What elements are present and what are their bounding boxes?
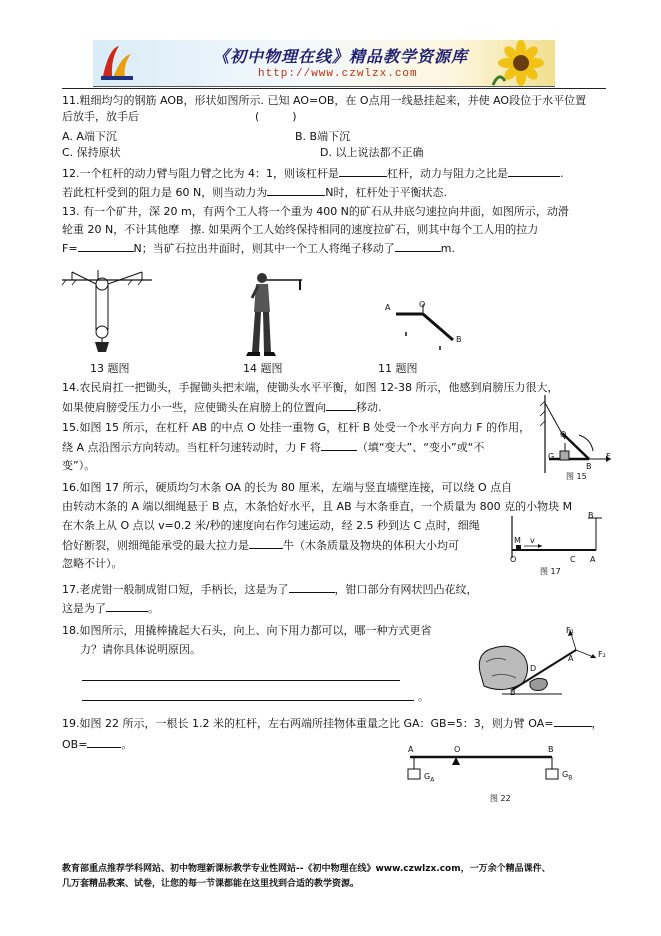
q11-line1: 11.粗细均匀的钢筋 AOB，形状如图所示. 已知 AO=OB，在 O点用一线悬挂起来，并使 AO段位于水平位置	[62, 94, 587, 107]
figure-18-label-d: D	[530, 664, 537, 673]
figure-15-label-g: G	[548, 452, 555, 461]
figure-17-label-b: B	[588, 511, 594, 520]
header-banner	[93, 40, 555, 87]
q15-text-a: 绕 A 点沿图示方向转动。当杠杆匀速转动时，力 F 将	[62, 441, 321, 454]
q17-text-a: 17.老虎钳一般制成钳口短，手柄长，这是为了	[62, 583, 289, 596]
q15-blank-1[interactable]	[321, 440, 357, 451]
q16-line4	[62, 538, 459, 554]
q12-text-a: 12.一个杠杆的动力臂与阻力臂之比为 4：1，则该杠杆是	[62, 167, 339, 180]
figure-15-caption: 图 15	[566, 472, 587, 481]
q11-option-b: B. B端下沉	[295, 130, 351, 143]
q16-text-a: 恰好断裂，则细绳能承受的最大拉力是	[62, 539, 249, 552]
footer-line-2: 几万套精品教案、试卷，让您的每一节课都能在这里找到合适的教学资源。	[62, 879, 360, 889]
figure-15-label-o: O	[560, 430, 567, 439]
figure-15-label-f: F	[606, 452, 611, 461]
footer-line-1: 教育部重点推荐学科网站、初中物理新课标教学专业性网站--《初中物理在线》www.czwlzx.com，一万余个精品课件、	[62, 864, 551, 874]
q13-blank-2[interactable]	[395, 241, 441, 252]
q19-line1	[62, 716, 603, 732]
q11-line2: 后放手，放手后	[62, 110, 139, 123]
figure-11-label-b: B	[456, 335, 462, 344]
q12-blank-1[interactable]	[339, 166, 387, 177]
q14-line2	[62, 400, 382, 416]
q18-answer-line-1[interactable]	[82, 680, 400, 681]
q13-line1: 13. 有一个矿井，深 20 m，有两个工人将一个重为 400 N的矿石从井底匀速拉向井面，如图所示，动滑	[62, 205, 569, 218]
q16-text-b: 牛（木条质量及物块的体积大小均可	[283, 539, 459, 552]
sunflower-icon	[491, 41, 551, 85]
figure-18-label-f2: F₂	[598, 650, 606, 659]
q18-answer-line-2[interactable]	[82, 700, 414, 701]
q19-text-b: ，	[591, 717, 603, 730]
figure-15-label-b: B	[586, 462, 592, 471]
figure-14-farmer	[240, 268, 310, 358]
figure-17-label-v: v	[530, 536, 535, 545]
q13-line2: 轮重 20 N，不计其他摩 擦. 如果两个工人始终保持相同的速度拉矿石，则其中每个工人用的拉力	[62, 223, 539, 236]
q15-line3: 变”）。	[62, 459, 96, 472]
q15-line2	[62, 440, 484, 456]
q17-blank-1[interactable]	[289, 582, 335, 593]
figure-17-caption: 图 17	[540, 567, 561, 576]
q14-text-b: 移动.	[356, 401, 382, 414]
figure-22-label-a: A	[408, 745, 414, 754]
q19-line2	[62, 737, 132, 753]
q16-blank-1[interactable]	[249, 538, 283, 549]
q16-line1: 16.如图 17 所示，硬质均匀木条 OA 的长为 80 厘米，左端与竖直墙壁连接，可以绕 O 点自	[62, 481, 513, 494]
q12-line2	[62, 185, 447, 201]
figure-17-label-a: A	[590, 555, 596, 564]
q13-blank-1[interactable]	[78, 241, 134, 252]
q17-text-c: 这是为了	[62, 602, 106, 615]
q12-text-c: .	[560, 167, 564, 180]
q11-option-d: D. 以上说法都不正确	[320, 146, 424, 159]
figure-18-label-f1: F₁	[566, 626, 574, 635]
banner-title: 《初中物理在线》精品教学资源库	[213, 47, 469, 66]
figure-14-caption: 14 题图	[243, 362, 283, 375]
figure-13-pulley	[62, 270, 162, 355]
q16-line3: 在木条上从 O 点以 v=0.2 米/秒的速度向右作匀速运动，经 2.5 秒到达 C 点时，细绳	[62, 519, 480, 532]
figure-22-label-o: O	[454, 745, 461, 754]
figure-11-caption: 11 题图	[378, 362, 418, 375]
q19-text-d: 。	[121, 738, 133, 751]
q11-option-a: A. A端下沉	[62, 130, 117, 143]
figure-17-label-c: C	[570, 555, 576, 564]
figure-18-label-a: A	[568, 654, 574, 663]
q18-line2: 力？请你具体说明原因。	[80, 643, 201, 656]
q12-blank-2[interactable]	[508, 166, 560, 177]
q17-blank-2[interactable]	[106, 601, 148, 612]
figure-11-label-a: A	[385, 303, 391, 312]
q12-text-b: 杠杆，动力与阻力之比是	[387, 167, 508, 180]
q15-text-b: （填“变大”、“变小”或“不	[356, 441, 485, 454]
figure-18-crowbar	[472, 622, 607, 697]
q11-option-c: C. 保持原状	[62, 146, 121, 159]
q19-text-c: OB=	[62, 738, 88, 751]
q17-text-b: ，钳口部分有网状凹凸花纹，	[334, 583, 478, 596]
figure-18-label-b: B	[510, 688, 516, 697]
figure-22-label-b: B	[548, 745, 554, 754]
q18-line1: 18.如图所示，用撬棒撬起大石头，向上、向下用力都可以，哪一种方式更省	[62, 624, 432, 637]
q13-text-c: m.	[440, 242, 455, 255]
site-logo-icon	[99, 42, 135, 84]
figure-13-caption: 13 题图	[90, 362, 130, 375]
q19-blank-1[interactable]	[554, 716, 592, 727]
q14-text-a: 如果使肩膀受压力小一些，应使锄头在肩膀上的位置向	[62, 401, 326, 414]
q16-line2: 由转动木条的 A 端以细绳悬于 B 点，木条恰好水平，且 AB 与木条垂直，一个质量为 800 克的小物块 M	[62, 500, 573, 513]
figure-15-lever	[537, 395, 617, 480]
q13-text-b: N；当矿石拉出井面时，则其中一个工人将绳子移动了	[133, 242, 395, 255]
q19-blank-2[interactable]	[87, 737, 121, 748]
figure-17-label-m: M	[514, 536, 521, 545]
q15-line1: 15.如图 15 所示，在杠杆 AB 的中点 O 处挂一重物 G，杠杆 B 处受一个水平方向力 F 的作用，	[62, 421, 531, 434]
figure-22-caption: 图 22	[490, 794, 511, 803]
q16-line5: 忽略不计）。	[62, 557, 123, 570]
q13-text-a: F=	[62, 242, 78, 255]
q13-line3	[62, 241, 455, 257]
figure-22-label-gb: $G_B$	[562, 770, 573, 782]
q12-line1	[62, 166, 564, 182]
banner-url[interactable]: http://www.czwlzx.com	[258, 68, 418, 80]
q17-line1	[62, 582, 478, 598]
figure-22-label-ga: $G_A$	[424, 772, 435, 784]
figure-11-label-o: O	[419, 300, 426, 309]
q12-text-d: 若此杠杆受到的阻力是 60 N，则当动力为	[62, 186, 268, 199]
q14-blank-1[interactable]	[326, 400, 356, 411]
q18-end: 。	[418, 690, 429, 703]
figure-17-label-o: O	[510, 555, 517, 564]
q17-line2	[62, 601, 159, 617]
q14-line1: 14.农民肩扛一把锄头，手握锄头把末端，使锄头水平平衡，如图 12-38 所示，他感到肩膀压力很大，	[62, 381, 559, 394]
q11-paren: ( )	[255, 110, 297, 123]
q19-text-a: 19.如图 22 所示，一根长 1.2 米的杠杆，左右两端所挂物体重量之比 GA：GB=5：3，则力臂 OA=	[62, 717, 554, 730]
header-rule	[62, 88, 606, 89]
q12-blank-3[interactable]	[267, 185, 325, 196]
q17-text-d: 。	[148, 602, 159, 615]
q12-text-e: N时，杠杆处于平衡状态.	[325, 186, 447, 199]
